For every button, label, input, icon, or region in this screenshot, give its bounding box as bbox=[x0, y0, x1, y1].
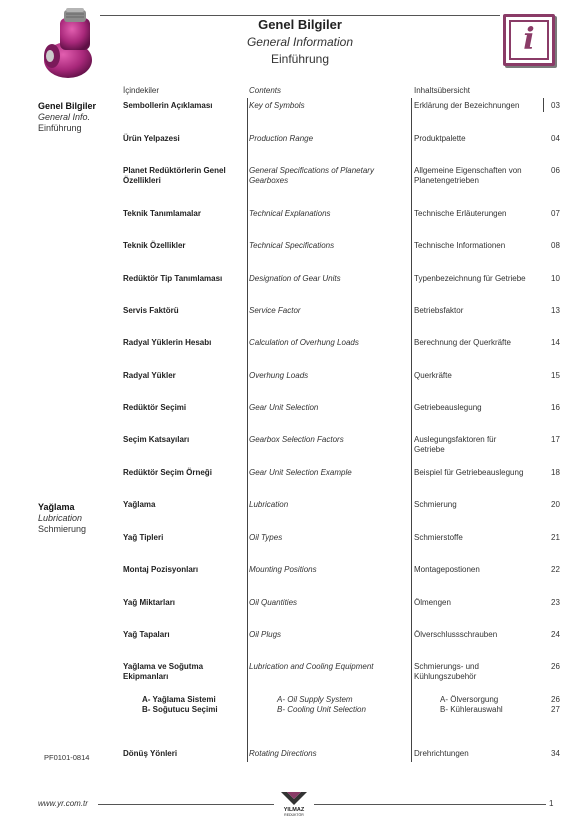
toc-page-number: 13 bbox=[551, 306, 560, 315]
footer-url[interactable]: www.yr.com.tr bbox=[38, 799, 88, 808]
toc-title-de: Montagepostionen bbox=[414, 565, 480, 574]
company-logo bbox=[277, 791, 311, 819]
toc-title-de: A- Ölversorgung bbox=[440, 695, 499, 704]
toc-title-tr: Radyal Yüklerin Hesabı bbox=[123, 338, 212, 347]
toc-page-number: 34 bbox=[551, 749, 560, 758]
section-lubrication bbox=[38, 502, 86, 535]
toc-page-number: 24 bbox=[551, 630, 560, 639]
toc-title-tr: Sembollerin Açıklaması bbox=[123, 101, 213, 110]
section-label-en: Lubrication bbox=[38, 513, 83, 523]
toc-title-en: Lubrication bbox=[249, 500, 289, 509]
toc-title-de: Ölmengen bbox=[414, 598, 451, 607]
section-label-en: General Info. bbox=[38, 112, 91, 122]
toc-title-tr: Yağ Tipleri bbox=[123, 533, 164, 542]
toc-title-de: Produktpalette bbox=[414, 134, 466, 143]
footer-rule-left bbox=[98, 804, 274, 805]
toc-page-number: 26 bbox=[551, 662, 560, 671]
toc-title-en: A- Oil Supply System bbox=[277, 695, 353, 704]
toc-title-en: Lubrication and Cooling Equipment bbox=[249, 662, 374, 671]
toc-page-number: 04 bbox=[551, 134, 560, 143]
toc-title-tr: Yağlama bbox=[123, 500, 156, 509]
toc-title-tr: Teknik Tanımlamalar bbox=[123, 209, 201, 218]
logo-name: YILMAZ bbox=[283, 807, 305, 813]
toc-page-number: 14 bbox=[551, 338, 560, 347]
toc-page-number: 08 bbox=[551, 241, 560, 250]
toc-page-number: 07 bbox=[551, 209, 560, 218]
toc-title-en: Mounting Positions bbox=[249, 565, 317, 574]
logo-mark bbox=[277, 791, 311, 807]
toc-page-number: 22 bbox=[551, 565, 560, 574]
page-title-de: Einführung bbox=[270, 52, 330, 66]
footer-rule-right bbox=[314, 804, 546, 805]
toc-title-tr: Ürün Yelpazesi bbox=[123, 134, 180, 143]
column-header-en: Contents bbox=[249, 86, 282, 95]
toc-title-tr: Servis Faktörü bbox=[123, 306, 179, 315]
toc-title-de: Technische Erläuterungen bbox=[414, 209, 507, 218]
info-glyph: i bbox=[523, 22, 535, 57]
toc-title-en: Oil Quantities bbox=[249, 598, 298, 607]
toc-title-tr: Yağlama ve Soğutma Ekipmanları bbox=[123, 662, 204, 681]
toc-title-tr: Planet Redüktörlerin Genel Özellikleri bbox=[123, 166, 226, 185]
toc-page-number: 20 bbox=[551, 500, 560, 509]
toc-title-de: Typenbezeichnung für Getriebe bbox=[414, 274, 526, 283]
column-header-de: Inhaltsübersicht bbox=[414, 86, 471, 95]
toc-title-en: Gear Unit Selection Example bbox=[249, 468, 352, 477]
document-code: PF0101-0814 bbox=[44, 753, 90, 762]
column-header-tr: İçindekiler bbox=[123, 86, 160, 95]
toc-page-number: 17 bbox=[551, 435, 560, 444]
toc-title-en: Key of Symbols bbox=[249, 101, 305, 110]
toc-title-en: Designation of Gear Units bbox=[249, 274, 341, 283]
toc-page-number: 18 bbox=[551, 468, 560, 477]
page-title-tr: Genel Bilgiler bbox=[258, 17, 342, 32]
toc-title-en: Calculation of Overhung Loads bbox=[249, 338, 359, 347]
toc-title-en: Oil Plugs bbox=[249, 630, 282, 639]
toc-title-tr: Seçim Katsayıları bbox=[123, 435, 190, 444]
toc-title-en: B- Cooling Unit Selection bbox=[277, 705, 366, 714]
section-label-de: Schmierung bbox=[38, 524, 87, 534]
toc-title-tr: Radyal Yükler bbox=[123, 371, 176, 380]
section-label-de: Einführung bbox=[38, 123, 82, 133]
section-label-tr: Genel Bilgiler bbox=[38, 101, 97, 111]
toc-page-number: 15 bbox=[551, 371, 560, 380]
toc-title-tr: Yağ Miktarları bbox=[123, 598, 176, 607]
toc-page-number: 27 bbox=[551, 705, 560, 714]
toc-title-de: Erklärung der Bezeichnungen bbox=[414, 101, 520, 110]
toc-title-de: Schmierung bbox=[414, 500, 457, 509]
toc-title-tr: Redüktör Seçim Örneği bbox=[123, 468, 212, 477]
toc-page-number: 26 bbox=[551, 695, 560, 704]
toc-title-de: Technische Informationen bbox=[414, 241, 506, 250]
toc-title-en: Service Factor bbox=[249, 306, 301, 315]
toc-title-tr: B- Soğutucu Seçimi bbox=[142, 705, 218, 714]
toc-page-number: 03 bbox=[551, 101, 560, 110]
toc-title-de: Berechnung der Querkräfte bbox=[414, 338, 511, 347]
column-divider-2 bbox=[411, 98, 412, 762]
toc-title-en: Oil Types bbox=[249, 533, 283, 542]
toc-title-de: Beispiel für Getriebeauslegung bbox=[414, 468, 524, 477]
footer-page-number: 1 bbox=[549, 799, 554, 808]
toc-title-de: B- Kühlerauswahl bbox=[440, 705, 503, 714]
toc-title-tr: Redüktör Tip Tanımlaması bbox=[123, 274, 223, 283]
toc-title-en: Technical Explanations bbox=[249, 209, 331, 218]
toc-page-number: 06 bbox=[551, 166, 560, 175]
toc-title-en: Production Range bbox=[249, 134, 314, 143]
info-icon bbox=[503, 14, 555, 66]
page-title-en: General Information bbox=[246, 35, 354, 49]
toc-title-de: Drehrichtungen bbox=[414, 749, 469, 758]
toc-title-de: Getriebeauslegung bbox=[414, 403, 482, 412]
toc-page-number: 23 bbox=[551, 598, 560, 607]
toc-title-de: Querkräfte bbox=[414, 371, 452, 380]
toc-title-de: Schmierungs- und Kühlungszubehör bbox=[414, 662, 479, 681]
toc-title-en: General Specifications of Planetary Gearboxes bbox=[249, 166, 374, 185]
column-divider-1 bbox=[247, 98, 248, 762]
toc-title-tr: Yağ Tapaları bbox=[123, 630, 170, 639]
toc-title-en: Rotating Directions bbox=[249, 749, 317, 758]
toc-title-de: Ölverschlussschrauben bbox=[414, 630, 498, 639]
toc-title-en: Gearbox Selection Factors bbox=[249, 435, 344, 444]
toc-title-en: Gear Unit Selection bbox=[249, 403, 319, 412]
toc-title-tr: Redüktör Seçimi bbox=[123, 403, 187, 412]
section-general-info bbox=[38, 101, 96, 134]
toc-title-en: Technical Specifications bbox=[249, 241, 335, 250]
toc-title-tr: Dönüş Yönleri bbox=[123, 749, 178, 758]
logo-subtitle: REDÜKTÖR bbox=[284, 813, 304, 817]
toc-title-en: Overhung Loads bbox=[249, 371, 309, 380]
toc-title-tr: Teknik Özellikler bbox=[123, 241, 186, 250]
toc-page-number: 16 bbox=[551, 403, 560, 412]
toc-title-tr: A- Yağlama Sistemi bbox=[142, 695, 216, 704]
toc-page-number: 10 bbox=[551, 274, 560, 283]
gearbox-illustration bbox=[38, 6, 100, 80]
header-rule bbox=[100, 15, 500, 16]
toc-page-number: 21 bbox=[551, 533, 560, 542]
toc-title-de: Allgemeine Eigenschaften von Planetengetrieben bbox=[414, 166, 522, 185]
toc-title-de: Auslegungsfaktoren für Getriebe bbox=[414, 435, 497, 454]
section-label-tr: Yağlama bbox=[38, 502, 75, 512]
toc-title-de: Schmierstoffe bbox=[414, 533, 463, 542]
toc-title-tr: Montaj Pozisyonları bbox=[123, 565, 199, 574]
toc-title-de: Betriebsfaktor bbox=[414, 306, 464, 315]
